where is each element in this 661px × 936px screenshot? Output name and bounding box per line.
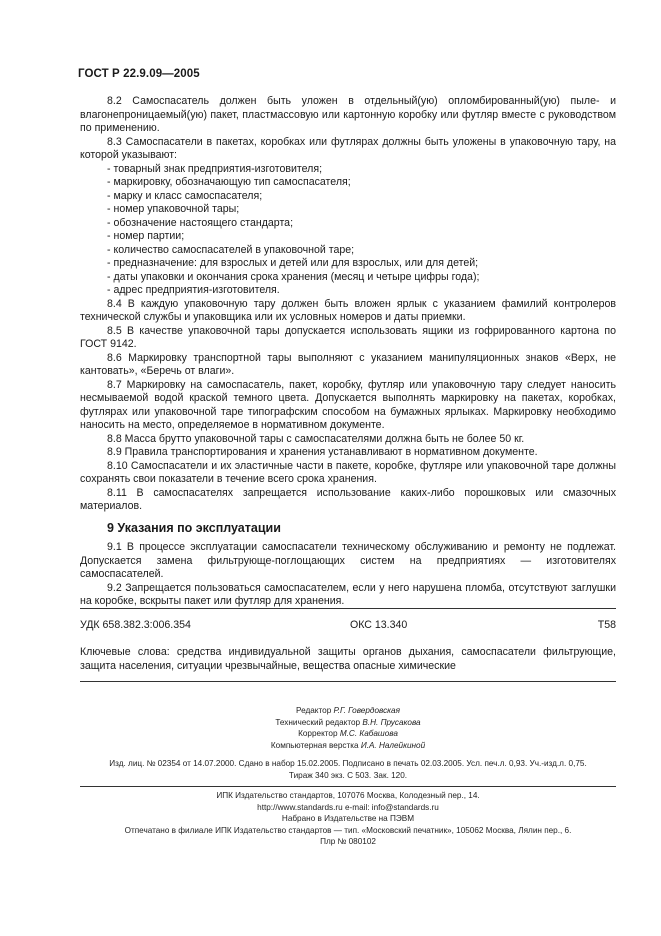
publication-line-1: Изд. лиц. № 02354 от 14.07.2000. Сдано в набор 15.02.2005. Подписано в печать 02.03.2005. Усл. печ.л. 0,93. Уч.-изд.л. 0,75. bbox=[109, 759, 587, 768]
publication-info bbox=[80, 758, 616, 781]
publication-line-2: Тираж 340 экз. С 503. Зак. 120. bbox=[288, 770, 408, 780]
clause-8-3: 8.3 Самоспасатели в пакетах, коробках или футлярах должны быть уложены в упаковочную тару, на которой указывают: bbox=[80, 135, 616, 161]
clause-8-8: 8.8 Масса брутто упаковочной тары с самоспасателями должна быть не более 50 кг. bbox=[107, 432, 525, 445]
divider-printer bbox=[80, 786, 616, 787]
keywords: Ключевые слова: средства индивидуальной защиты органов дыхания, самоспасатели фильтрующие, защита населения, ситуации чрезвычайные, вещества опасные химические bbox=[80, 646, 616, 672]
oks-code: ОКС 13.340 bbox=[350, 619, 408, 631]
credits bbox=[80, 705, 616, 751]
printer-line-4: Отпечатано в филиале ИПК Издательство стандартов — тип. «Московский печатник», 105062 Москва, Лялин пер., 6. bbox=[124, 825, 572, 835]
divider-keywords bbox=[80, 681, 616, 682]
clause-8-4: 8.4 В каждую упаковочную тару должен быть вложен ярлык с указанием фамилий контролеров технической службы и упаковщика или их условных номеров и даты приемки. bbox=[80, 297, 616, 323]
list-item: - даты упаковки и окончания срока хранения (месяц и четыре цифры года); bbox=[107, 270, 480, 283]
printer-line-1: ИПК Издательство стандартов, 107076 Москва, Колодезный пер., 14. bbox=[216, 791, 480, 800]
clause-9-1: 9.1 В процессе эксплуатации самоспасатели техническому обслуживанию и ремонту не подлежат. Допускается замена фильтрующе-поглощающих систем на предприятиях — изготовителях самоспасателей. bbox=[80, 541, 616, 580]
list-item: - обозначение настоящего стандарта; bbox=[107, 216, 294, 229]
printer-line-5: Плр № 080102 bbox=[320, 837, 376, 846]
list-item: - маркировку, обозначающую тип самоспасателя; bbox=[107, 176, 351, 188]
clause-8-10: 8.10 Самоспасатели и их эластичные части в пакете, коробке, футляре или упаковочной таре должны сохранять свои показатели в течение всего срока хранения. bbox=[80, 459, 616, 485]
credit-editor: Редактор Р.Г. Говердовская bbox=[296, 706, 400, 715]
list-item: - марку и класс самоспасателя; bbox=[107, 189, 263, 202]
list-item: - количество самоспасателей в упаковочной таре; bbox=[107, 243, 355, 256]
classification-row bbox=[80, 619, 616, 631]
section-9-heading: 9 Указания по эксплуатации bbox=[107, 520, 281, 535]
clause-8-2: 8.2 Самоспасатель должен быть уложен в отдельный(ую) опломбированный(ую) пыле- и влагонепроницаемый(ую) пакет, пластмассовую или картонную коробку или футляр вместе с руководством по применению. bbox=[80, 95, 616, 134]
list-item: - товарный знак предприятия-изготовителя; bbox=[107, 162, 323, 175]
credit-proofreader: Корректор М.С. Кабашова bbox=[298, 729, 398, 738]
divider-top bbox=[80, 608, 616, 609]
document-body bbox=[80, 95, 616, 609]
printer-line-2: http://www.standards.ru e-mail: info@standards.ru bbox=[257, 802, 439, 812]
clause-8-5: 8.5 В качестве упаковочной тары допускается использовать ящики из гофрированного картона по ГОСТ 9142. bbox=[80, 324, 616, 350]
list-item: - номер упаковочной тары; bbox=[107, 203, 240, 215]
clause-8-9: 8.9 Правила транспортирования и хранения устанавливают в нормативном документе. bbox=[107, 446, 538, 458]
clause-8-11: 8.11 В самоспасателях запрещается использование каких-либо порошковых или смазочных материалов. bbox=[80, 486, 616, 512]
group-code: Т58 bbox=[597, 619, 616, 631]
credit-layout: Компьютерная верстка И.А. Налейкиной bbox=[270, 740, 426, 750]
list-item: - предназначение: для взрослых и детей или для взрослых, или для детей; bbox=[107, 257, 479, 269]
printer-info bbox=[80, 790, 616, 848]
udk-code: УДК 658.382.3:006.354 bbox=[80, 619, 191, 631]
document-code-header: ГОСТ Р 22.9.09—2005 bbox=[78, 68, 200, 80]
clause-9-2: 9.2 Запрещается пользоваться самоспасателем, если у него нарушена пломба, отсутствуют заглушки на коробке, вскрыты пакет или футляр для хранения. bbox=[80, 581, 616, 607]
clause-8-7: 8.7 Маркировку на самоспасатель, пакет, коробку, футляр или упаковочную тару следует наносить несмываемой водой краской темного цвета. Допускается выполнять маркировку на пакетах, коробках, футлярах или упаковочной таре типографским способом на бумажных ярлыках. Маркировку необходимо наносить на место, определяемое в нормативном документе. bbox=[80, 378, 616, 431]
printer-line-3: Набрано в Издательстве на ПЭВМ bbox=[281, 814, 415, 823]
clause-8-6: 8.6 Маркировку транспортной тары выполняют с указанием манипуляционных знаков «Верх, не кантовать», «Беречь от влаги». bbox=[80, 351, 616, 377]
list-item: - адрес предприятия-изготовителя. bbox=[107, 284, 280, 296]
list-item: - номер партии; bbox=[107, 230, 185, 242]
credit-tech-editor: Технический редактор В.Н. Прусакова bbox=[275, 717, 421, 727]
